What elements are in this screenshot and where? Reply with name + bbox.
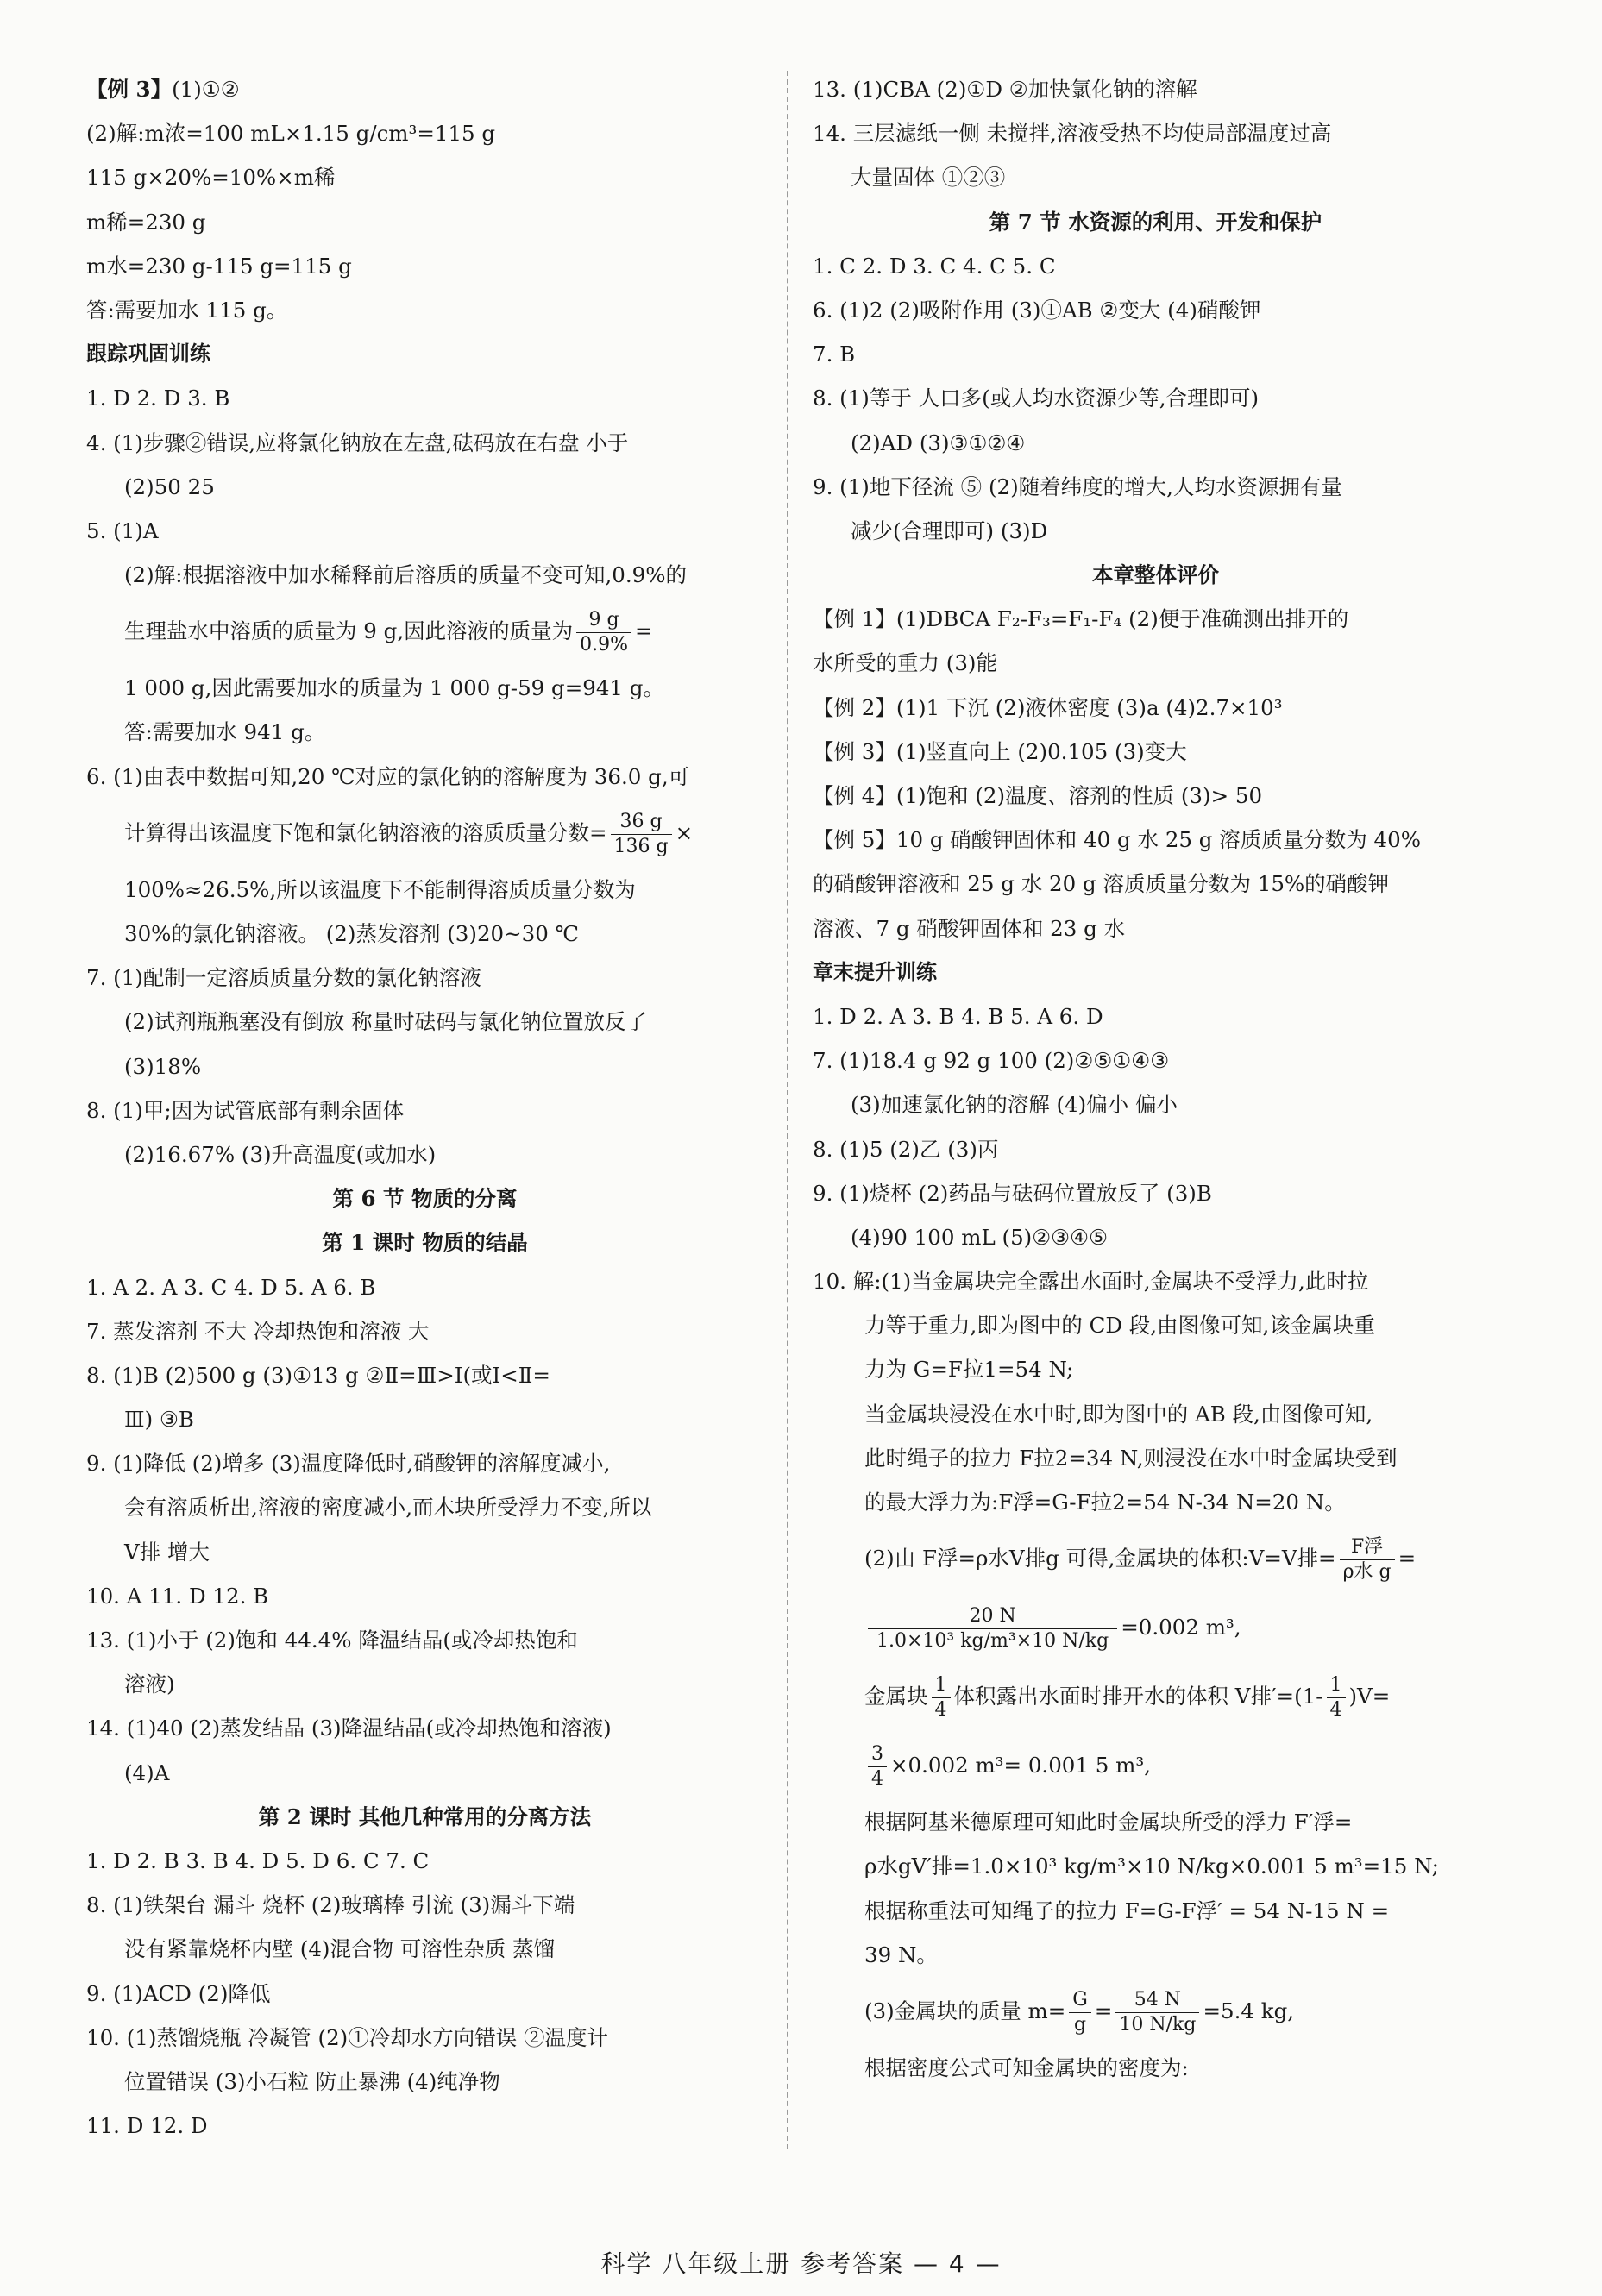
answer-line: 8. (1)铁架台 漏斗 烧杯 (2)玻璃棒 引流 (3)漏斗下端 (86, 1892, 575, 1918)
answer-line: 水所受的重力 (3)能 (813, 650, 997, 676)
answer-line: 14. 三层滤纸一侧 未搅拌,溶液受热不均使局部温度过高 (813, 121, 1332, 147)
answer-line: 7. 蒸发溶剂 不大 冷却热饱和溶液 大 (86, 1318, 430, 1344)
answer-line: 100%≈26.5%,所以该温度下不能制得溶质质量分数为 (124, 876, 636, 902)
answer-line: 39 N。 (864, 1942, 938, 1967)
answer-line: 的最大浮力为:F浮=G-F拉2=54 N-34 N=20 N。 (864, 1490, 1346, 1515)
fraction: $\frac{1}{4}$ (1327, 1673, 1346, 1722)
answer-line: 【例 3】(1)竖直向上 (2)0.105 (3)变大 (813, 738, 1187, 764)
answer-line: 9. (1)烧杯 (2)药品与砝码位置放反了 (3)B (813, 1180, 1212, 1206)
answer-line: 10. A 11. D 12. B (86, 1583, 269, 1609)
answer-line: V排 增大 (124, 1539, 210, 1565)
answer-line: 减少(合理即可) (3)D (851, 518, 1048, 543)
example-3-line: 【例 3】(1)①② (86, 77, 240, 102)
answer-line: 【例 2】(1)1 下沉 (2)液体密度 (3)a (4)2.7×10³ (813, 694, 1283, 720)
answer-line: (2)AD (3)③①②④ (851, 430, 1026, 455)
answer-line: 溶液) (124, 1672, 175, 1697)
section-heading: 章末提升训练 (813, 959, 937, 984)
answer-line: 位置错误 (3)小石粒 防止暴沸 (4)纯净物 (124, 2068, 500, 2094)
answer-line: 1. A 2. A 3. C 4. D 5. A 6. B (86, 1274, 376, 1300)
section-heading: 跟踪巩固训练 (86, 342, 210, 367)
answer-line: 30%的氯化钠溶液。 (2)蒸发溶剂 (3)20~30 ℃ (124, 921, 580, 946)
answer-line: 没有紧靠烧杯内壁 (4)混合物 可溶性杂质 蒸馏 (124, 1936, 556, 1962)
answer-line: (3)加速氯化钠的溶解 (4)偏小 偏小 (851, 1092, 1178, 1118)
answer-line: 7. (1)18.4 g 92 g 100 (2)②⑤①④③ (813, 1048, 1170, 1074)
answer-line: (2)16.67% (3)升高温度(或加水) (124, 1141, 437, 1167)
fraction: $\frac{9 g}{0.9\%}$ (576, 608, 631, 657)
answer-line: 8. (1)B (2)500 g (3)①13 g ②Ⅱ=Ⅲ>Ⅰ(或Ⅰ<Ⅱ= (86, 1362, 550, 1388)
answer-line: ρ水gV′排=1.0×10³ kg/m³×10 N/kg×0.001 5 m³=15 N; (864, 1854, 1439, 1879)
answer-line-with-fraction: (3)金属块的质量 m= $\frac{G}{g}$ = $\frac{54 N}{10 N/kg}$ =5.4 kg, (864, 1988, 1295, 2036)
answer-line: 115 g×20%=10%×m稀 (86, 165, 336, 191)
page-footer: 科学 八年级上册 参考答案 — 4 — (600, 2249, 1002, 2278)
answer-line: 13. (1)CBA (2)①D ②加快氯化钠的溶解 (813, 77, 1197, 102)
answer-line-with-fraction: $\frac{20 N}{\text{1.0×10³ kg/m³×10 N/kg}}$ =0.002 m³, (813, 1593, 1498, 1662)
answer-line: 1. D 2. D 3. B (86, 386, 230, 411)
answer-line: 大量固体 ①②③ (851, 165, 1006, 191)
answer-line: 4. (1)步骤②错误,应将氯化钠放在左盘,砝码放在右盘 小于 (86, 430, 629, 455)
example-3-label: 【例 3】 (86, 77, 173, 102)
answer-line: 力等于重力,即为图中的 CD 段,由图像可知,该金属块重 (864, 1313, 1375, 1339)
answer-line: (3)18% (124, 1053, 202, 1079)
answer-line: (4)A (124, 1760, 170, 1785)
answer-line: 【例 5】10 g 硝酸钾固体和 40 g 水 25 g 溶质质量分数为 40% (813, 827, 1421, 853)
answer-line: m水=230 g-115 g=115 g (86, 253, 352, 279)
answer-line: 11. D 12. D (86, 2113, 208, 2139)
answer-line: 10. 解:(1)当金属块完全露出水面时,金属块不受浮力,此时拉 (813, 1269, 1369, 1295)
answer-line: 的硝酸钾溶液和 25 g 水 20 g 溶质质量分数为 15%的硝酸钾 (813, 871, 1390, 897)
lesson-title: 第 1 课时 物质的结晶 (322, 1230, 528, 1256)
answer-line-with-fraction: $\frac{3}{4}$ ×0.002 m³= 0.001 5 m³, (813, 1731, 1498, 1800)
answer-line: 9. (1)地下径流 ⑤ (2)随着纬度的增大,人均水资源拥有量 (813, 474, 1342, 499)
fraction: $\frac{54 N}{10 N/kg}$ (1115, 1988, 1199, 2037)
answer-line: 6. (1)2 (2)吸附作用 (3)①AB ②变大 (4)硝酸钾 (813, 297, 1261, 323)
answer-line: 1 000 g,因此需要加水的质量为 1 000 g-59 g=941 g。 (124, 675, 664, 701)
answer-line: (2)试剂瓶瓶塞没有倒放 称量时砝码与氯化钠位置放反了 (124, 1009, 647, 1035)
answer-line: (2)解:m浓=100 mL×1.15 g/cm³=115 g (86, 121, 496, 147)
answer-line: Ⅲ) ③B (124, 1407, 194, 1433)
fraction: $\frac{\text{F浮}}{\text{ρ水 g}}$ (1340, 1535, 1395, 1584)
answer-line: 13. (1)小于 (2)饱和 44.4% 降温结晶(或冷却热饱和 (86, 1628, 578, 1653)
answer-line: 8. (1)5 (2)乙 (3)丙 (813, 1136, 999, 1162)
fraction: $\frac{3}{4}$ (868, 1742, 887, 1791)
right-column (813, 67, 1498, 2090)
answer-line-with-fraction: 金属块 $\frac{1}{4}$ 体积露出水面时排开水的体积 V排′=(1- $\frac{1}{4}$ )V= (864, 1674, 1391, 1722)
answer-line: (4)90 100 mL (5)②③④⑤ (851, 1224, 1109, 1250)
answer-line: 【例 4】(1)饱和 (2)温度、溶剂的性质 (3)> 50 (813, 783, 1263, 808)
answer-line: 7. B (813, 342, 856, 367)
answer-line: 根据称重法可知绳子的拉力 F=G-F浮′ = 54 N-15 N = (864, 1898, 1390, 1923)
answer-line: 9. (1)降低 (2)增多 (3)温度降低时,硝酸钾的溶解度减小, (86, 1451, 611, 1477)
section-title: 本章整体评价 (1092, 562, 1219, 588)
answer-line-with-fraction: (2)由 F浮=ρ水V排g 可得,金属块的体积:V=V排= $\frac{\text{F浮}}{\text{ρ水 g}}$ = (864, 1536, 1417, 1584)
answer-line: 【例 1】(1)DBCA F₂-F₃=F₁-F₄ (2)便于准确测出排开的 (813, 606, 1349, 632)
fraction: $\frac{1}{4}$ (932, 1673, 951, 1722)
column-divider (787, 71, 788, 2149)
answer-line: 答:需要加水 115 g。 (86, 297, 288, 323)
answer-line: 1. D 2. A 3. B 4. B 5. A 6. D (813, 1003, 1103, 1029)
answer-line-with-fraction: 计算得出该温度下饱和氯化钠溶液的溶质质量分数= $\frac{36 g}{136 g}$ × (124, 810, 694, 857)
fraction: $\frac{36 g}{136 g}$ (611, 810, 672, 859)
answer-line: 8. (1)甲;因为试管底部有剩余固体 (86, 1097, 405, 1123)
left-column (86, 67, 763, 2148)
answer-line: 8. (1)等于 人口多(或人均水资源少等,合理即可) (813, 386, 1260, 411)
section-title: 第 7 节 水资源的利用、开发和保护 (989, 209, 1322, 235)
fraction: $\frac{G}{g}$ (1069, 1988, 1091, 2037)
answer-line: m稀=230 g (86, 209, 206, 235)
answer-line: (2)解:根据溶液中加水稀释前后溶质的质量不变可知,0.9%的 (124, 562, 687, 588)
answer-line: 1. C 2. D 3. C 4. C 5. C (813, 253, 1056, 279)
answer-line: 力为 G=F拉1=54 N; (864, 1357, 1074, 1383)
answer-line: 7. (1)配制一定溶质质量分数的氯化钠溶液 (86, 965, 481, 991)
answer-line: 当金属块浸没在水中时,即为图中的 AB 段,由图像可知, (864, 1401, 1373, 1427)
answer-line: 答:需要加水 941 g。 (124, 719, 326, 745)
answer-line: 溶液、7 g 硝酸钾固体和 23 g 水 (813, 915, 1126, 941)
answer-line: 会有溶质析出,溶液的密度减小,而木块所受浮力不变,所以 (124, 1495, 652, 1521)
answer-line: 14. (1)40 (2)蒸发结晶 (3)降温结晶(或冷却热饱和溶液) (86, 1716, 612, 1741)
answer-line: 1. D 2. B 3. B 4. D 5. D 6. C 7. C (86, 1847, 430, 1873)
section-title: 第 6 节 物质的分离 (332, 1186, 518, 1212)
answer-line: 6. (1)由表中数据可知,20 ℃对应的氯化钠的溶解度为 36.0 g,可 (86, 763, 690, 789)
answer-line: 此时绳子的拉力 F拉2=34 N,则浸没在水中时金属块受到 (864, 1445, 1398, 1471)
answer-line: 9. (1)ACD (2)降低 (86, 1980, 271, 2006)
fraction: $\frac{20 N}{\text{1.0×10³ kg/m³×10 N/kg}}$ (868, 1604, 1117, 1653)
answer-line: 10. (1)蒸馏烧瓶 冷凝管 (2)①冷却水方向错误 ②温度计 (86, 2024, 609, 2050)
answer-line: (2)50 25 (124, 474, 215, 499)
answer-line-with-fraction: 生理盐水中溶质的质量为 9 g,因此溶液的质量为 $\frac{9 g}{0.9\%}$ = (124, 609, 653, 656)
answer-line: 根据密度公式可知金属块的密度为: (864, 2054, 1189, 2080)
lesson-title: 第 2 课时 其他几种常用的分离方法 (258, 1804, 592, 1829)
answer-line: 5. (1)A (86, 518, 159, 543)
answer-line: 根据阿基米德原理可知此时金属块所受的浮力 F′浮= (864, 1810, 1353, 1835)
